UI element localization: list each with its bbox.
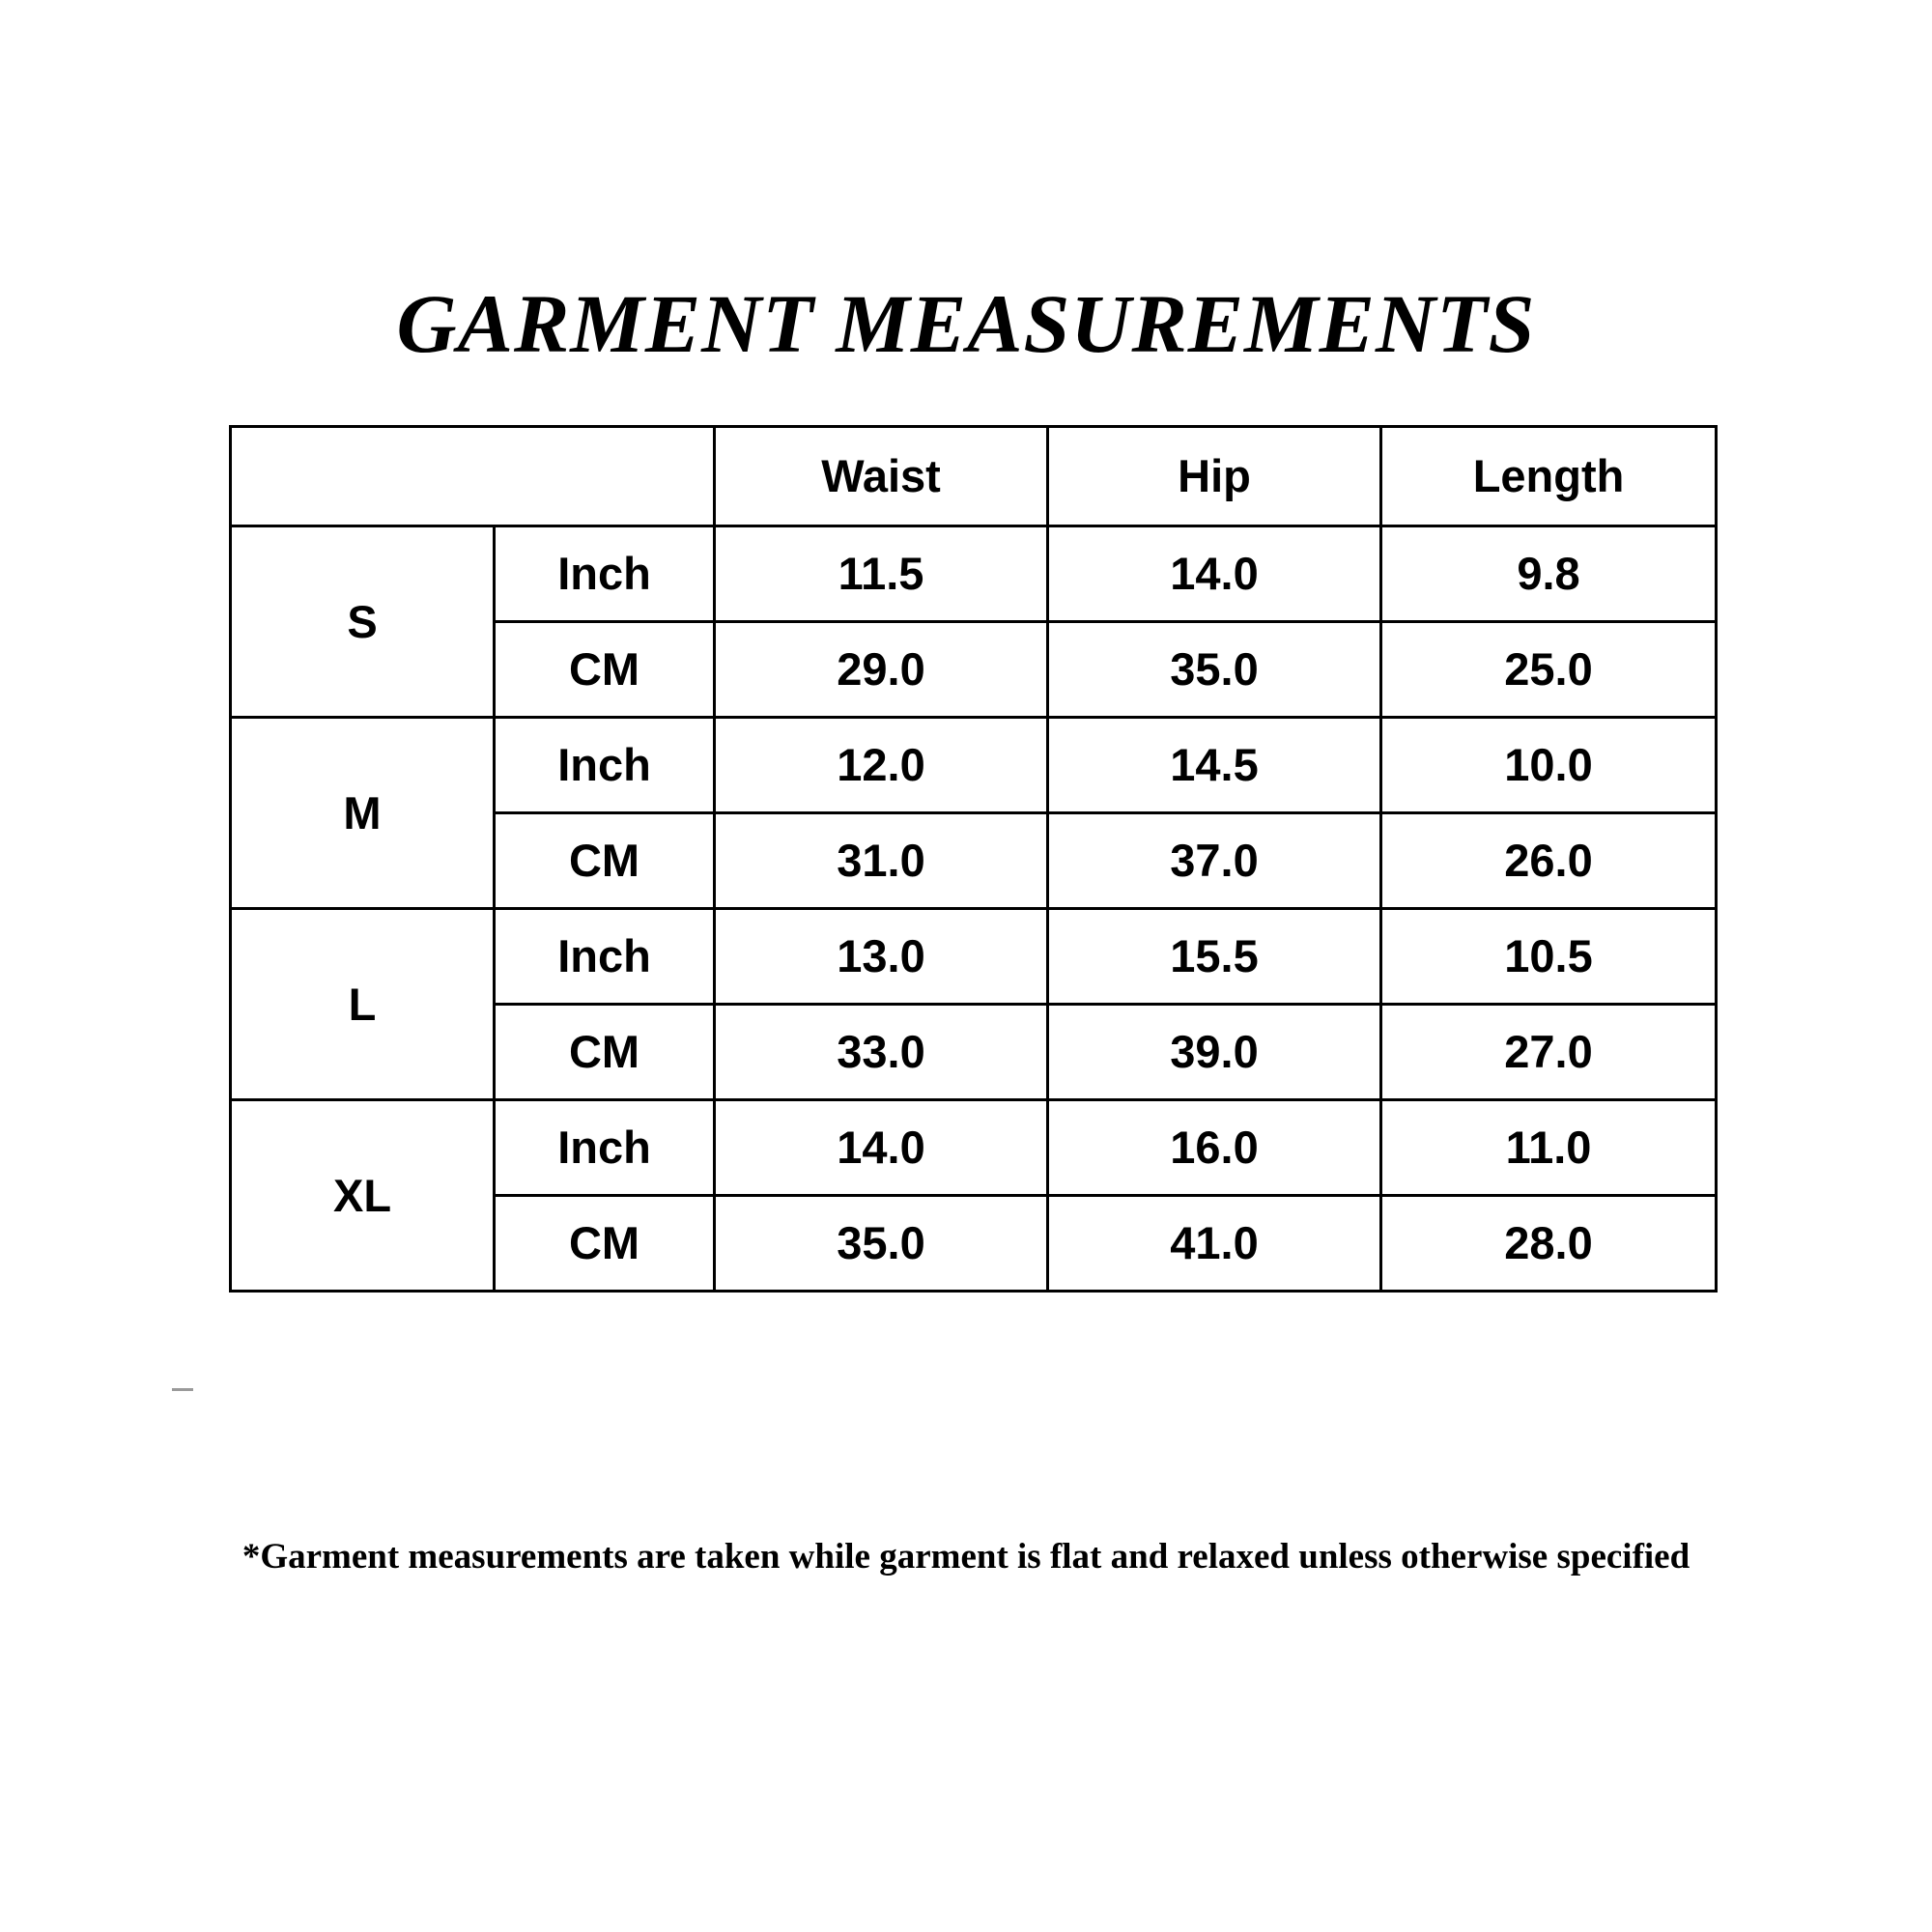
value-xl-cm-hip: 41.0 — [1048, 1195, 1381, 1291]
value-l-cm-hip: 39.0 — [1048, 1004, 1381, 1099]
value-m-cm-length: 26.0 — [1381, 812, 1717, 908]
value-s-inch-length: 9.8 — [1381, 526, 1717, 621]
unit-cell-l-inch: Inch — [495, 908, 715, 1004]
value-l-inch-length: 10.5 — [1381, 908, 1717, 1004]
value-s-inch-waist: 11.5 — [715, 526, 1048, 621]
size-label-xl: XL — [231, 1099, 495, 1291]
page-title: GARMENT MEASUREMENTS — [396, 277, 1536, 370]
value-m-cm-hip: 37.0 — [1048, 812, 1381, 908]
unit-label: Unit: — [353, 450, 459, 502]
value-m-inch-hip: 14.5 — [1048, 717, 1381, 812]
value-xl-cm-length: 28.0 — [1381, 1195, 1717, 1291]
unit-cell-xl-inch: Inch — [495, 1099, 715, 1195]
footnote: *Garment measurements are taken while garment is flat and relaxed unless otherwise specified — [242, 1537, 1690, 1577]
unit-cell-xl-cm: CM — [495, 1195, 715, 1291]
unit-cell-s-inch: Inch — [495, 526, 715, 621]
value-s-inch-hip: 14.0 — [1048, 526, 1381, 621]
value-s-cm-hip: 35.0 — [1048, 621, 1381, 717]
value-m-cm-waist: 31.0 — [715, 812, 1048, 908]
unit-fraction-denominator: CM — [498, 477, 565, 526]
garment-measurements-table-wrapper — [229, 425, 1715, 1293]
column-header-hip: Hip — [1048, 427, 1381, 526]
unit-fraction-numerator: Inch — [488, 425, 576, 472]
value-l-inch-hip: 15.5 — [1048, 908, 1381, 1004]
value-xl-inch-length: 11.0 — [1381, 1099, 1717, 1195]
table-row — [231, 526, 1717, 621]
value-xl-cm-waist: 35.0 — [715, 1195, 1048, 1291]
unit-cell-m-inch: Inch — [495, 717, 715, 812]
column-header-waist: Waist — [715, 427, 1048, 526]
value-s-cm-waist: 29.0 — [715, 621, 1048, 717]
unit-header-cell — [231, 427, 715, 526]
column-header-length: Length — [1381, 427, 1717, 526]
value-xl-inch-hip: 16.0 — [1048, 1099, 1381, 1195]
unit-cell-m-cm: CM — [495, 812, 715, 908]
table-header-row — [231, 427, 1717, 526]
crop-tick-left — [172, 1388, 193, 1391]
size-label-s: S — [231, 526, 495, 717]
value-s-cm-length: 25.0 — [1381, 621, 1717, 717]
garment-measurements-table — [229, 425, 1718, 1293]
unit-cell-s-cm: CM — [495, 621, 715, 717]
unit-fraction — [472, 425, 592, 526]
unit-cell-l-cm: CM — [495, 1004, 715, 1099]
value-l-inch-waist: 13.0 — [715, 908, 1048, 1004]
value-l-cm-length: 27.0 — [1381, 1004, 1717, 1099]
value-m-inch-length: 10.0 — [1381, 717, 1717, 812]
value-xl-inch-waist: 14.0 — [715, 1099, 1048, 1195]
value-m-inch-waist: 12.0 — [715, 717, 1048, 812]
value-l-cm-waist: 33.0 — [715, 1004, 1048, 1099]
table-row — [231, 1099, 1717, 1195]
table-row — [231, 717, 1717, 812]
size-label-l: L — [231, 908, 495, 1099]
table-row — [231, 908, 1717, 1004]
size-label-m: M — [231, 717, 495, 908]
